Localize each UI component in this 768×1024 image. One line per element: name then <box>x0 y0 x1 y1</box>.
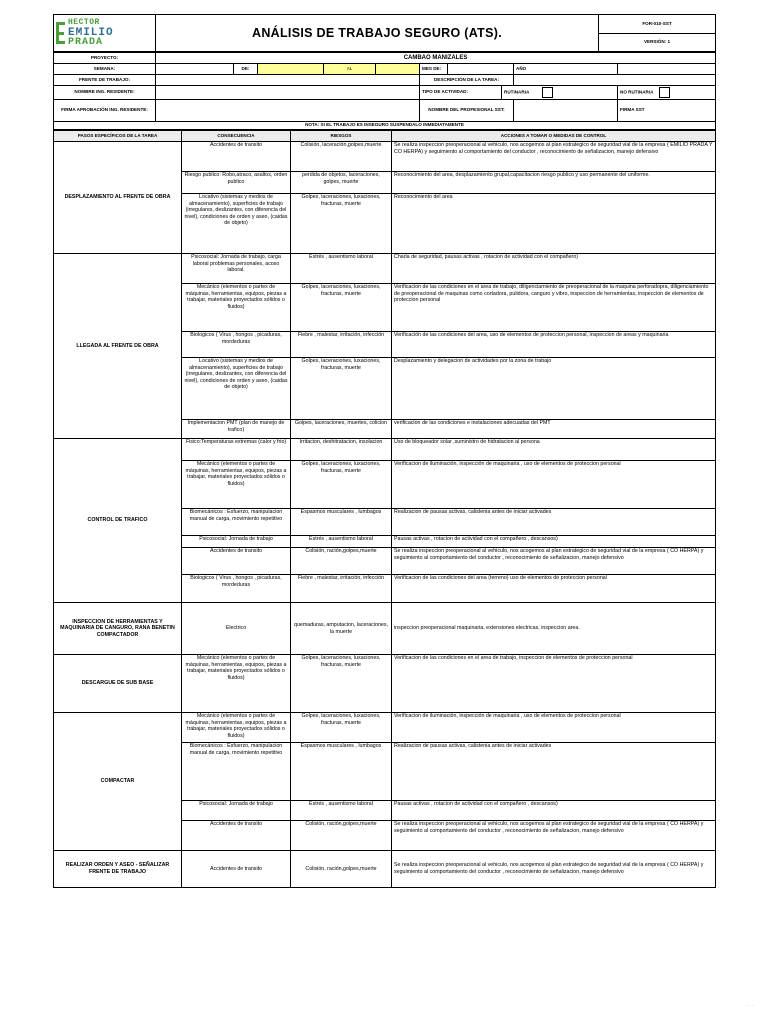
profesional-field[interactable] <box>514 100 618 122</box>
residente-field[interactable] <box>156 86 420 100</box>
proyecto-value[interactable]: CAMBAO MANIZALES <box>156 53 716 64</box>
document-version: VERSIÓN: 1 <box>599 34 716 52</box>
riesgos-cell: perdida de objetos, laceraciones, golpes, muerte <box>291 172 392 194</box>
al-label: AL <box>324 64 376 75</box>
no-rutinaria-label <box>618 86 716 100</box>
logo-line-2: EMILIO <box>68 27 114 39</box>
consecuencia-cell: Psicosocial: Jornada de trabajo <box>182 536 291 548</box>
document-title: ANÁLISIS DE TRABAJO SEGURO (ATS). <box>156 15 599 52</box>
table-row <box>54 851 716 888</box>
consecuencia-cell: Biomecánicos : Esfuerzo, manipulacion manual de carga, movimiento repetitivo <box>182 743 291 801</box>
riesgos-cell: Estrés , ausentismo laboral <box>291 801 392 821</box>
acciones-cell: Realizacion de pausas activas, calistenia antes de iniciar activades <box>392 743 716 801</box>
acciones-cell: Verificacion de iluminación, inspección de maquinaria , uso de elementos de proteccion personal <box>392 461 716 509</box>
no-rutinaria-text: NO RUTINARIA <box>620 89 654 95</box>
task-step: LLEGADA AL FRENTE DE OBRA <box>54 254 182 439</box>
task-step: CONTROL DE TRAFICO <box>54 439 182 603</box>
consecuencia-cell: Locativo (sistemas y medios de almacenamiento), superficies de trabajo (irregulares, deslizantes, con diferencia del nivel), condiciones de orden y aseo, (caidas de objeto) <box>182 358 291 420</box>
acciones-cell: Realizacion de pausas activas, calistenia antes de iniciar activades <box>392 509 716 536</box>
acciones-cell: Reconocimiento del area <box>392 194 716 254</box>
consecuencia-cell: Biologicos ( Virus , hongos , picaduras, mordeduras <box>182 575 291 603</box>
acciones-cell: Verificacion de las condiciones del area (terreno) uso de elementos de proteccion personal <box>392 575 716 603</box>
proyecto-label: PROYECTO: <box>54 53 156 64</box>
logo-mark-icon <box>56 20 66 46</box>
consecuencia-cell: Psicosocial: Jornada de trabajo, carga laboral problemas personales, acoso laboral. <box>182 254 291 284</box>
acciones-cell: Verificacion de iluminación, inspección de maquinaria , uso de elementos de proteccion personal <box>392 713 716 743</box>
consecuencia-cell: Implementacion PMT (plan de manejo de trafico) <box>182 420 291 439</box>
al-field[interactable] <box>376 64 420 75</box>
col-header-acciones: ACCIONES A TOMAR O MEDIDAS DE CONTROL <box>392 131 716 142</box>
descripcion-label: DESCRIPCIÓN DE LA TAREA: <box>420 75 514 86</box>
consecuencia-cell: Accidentes de transito <box>182 851 291 888</box>
table-row <box>54 655 716 713</box>
acciones-cell: Verificación de las condiciones del area, uso de elementos de proteccion personal, inspeccion de areas y maquinaria <box>392 332 716 358</box>
acciones-cell: verificacion de las condiciones e instalaciones adecuadas del PMT <box>392 420 716 439</box>
table-row <box>54 254 716 284</box>
riesgos-cell: Irritacion, deshitratacion, insolacion <box>291 439 392 461</box>
logo-line-3: PRADA <box>68 37 104 48</box>
riesgos-cell: Estrés , ausentismo laboral <box>291 254 392 284</box>
table-row <box>54 142 716 172</box>
frente-label: FRENTE DE TRABAJO: <box>54 75 156 86</box>
riesgos-cell: Espasmos musculares , lumbagos <box>291 509 392 536</box>
ano-label: AÑO <box>514 64 618 75</box>
acciones-cell: inspeccion preoperacional maquinaria, extensiones electricas, inspeccion area. <box>392 603 716 655</box>
ats-table <box>53 130 716 888</box>
riesgos-cell: Espasmos musculares , lumbagos <box>291 743 392 801</box>
task-step: COMPACTAR <box>54 713 182 851</box>
consecuencia-cell: Riesgo publico: Robo,atraco, asaltos, orden publico <box>182 172 291 194</box>
consecuencia-cell: Accidentes de transito <box>182 142 291 172</box>
task-step: DESPLAZAMIENTO AL FRENTE DE OBRA <box>54 142 182 254</box>
riesgos-cell: Estrés , ausentismo laboral <box>291 536 392 548</box>
acciones-cell: Charla de seguridad, pausas activas , rotacion de actividad con el compañero) <box>392 254 716 284</box>
de-label: DE: <box>234 64 258 75</box>
mes-de-label: MES DE: <box>420 64 448 75</box>
task-step: REALIZAR ORDEN Y ASEO - SEÑALIZAR FRENTE DE TRABAJO <box>54 851 182 888</box>
mes-field[interactable] <box>448 64 514 75</box>
ano-field[interactable] <box>618 64 716 75</box>
header-table <box>53 14 716 52</box>
semana-label: SEMANA: <box>54 64 156 75</box>
consecuencia-cell: Mecánico (elementos o partes de máquinas, herramientas, equipos, piezas a trabajar, materiales proyectados sólidos o fluidos) <box>182 461 291 509</box>
acciones-cell: Se realiza inspeccion preoperacional al vehiculo, nos acogemos al plan estrategico de seguridad vial de la empresa ( EMILIO PRADA Y CO HERPA) y seguimiento al comportamiento del conductor , reconocimiento de señalizacion, manejo defensivo <box>392 142 716 172</box>
consecuencia-cell: Accidentes de transito <box>182 548 291 575</box>
acciones-cell: Pausas activas , rotacion de actividad con el compañero , descansos) <box>392 536 716 548</box>
col-header-pasos: PASOS ESPECÍFICOS DE LA TAREA <box>54 131 182 142</box>
consecuencia-cell: Electrico <box>182 603 291 655</box>
consecuencia-cell: Biomecánicos : Esfuerzo, manipulacion manual de carga, movimiento repetitivo <box>182 509 291 536</box>
task-step: INSPECCION DE HERRAMIENTAS Y MAQUINARIA DE CANGURO, RANA BENETIN COMPACTADOR <box>54 603 182 655</box>
ats-sheet <box>53 14 715 888</box>
acciones-cell: Desplazamiento y delegacion de actividades por la zona de trabajo <box>392 358 716 420</box>
riesgos-cell: Colisión, ración,golpes,muerte <box>291 851 392 888</box>
col-header-riesgos: RIESGOS <box>291 131 392 142</box>
rutinaria-label <box>502 86 618 100</box>
acciones-cell: Verificacion de las condiciones en el area de trabajo, inspeccion de elementos de proteccion personal <box>392 655 716 713</box>
company-logo <box>54 15 156 52</box>
profesional-label: NOMBRE DEL PROFESIONAL SST: <box>420 100 514 122</box>
rutinaria-checkbox[interactable] <box>542 87 553 98</box>
acciones-cell: Uso de bloqueador solar ,suministro de hidratacion al persona <box>392 439 716 461</box>
firma-residente-field[interactable] <box>156 100 420 122</box>
consecuencia-cell: Accidentes de transito <box>182 821 291 851</box>
riesgos-cell: Golpes, laceraciones, luxaciones, fracturas, muerte <box>291 284 392 332</box>
riesgos-cell: Fiebre , malestar, irritación, infección <box>291 575 392 603</box>
semana-field[interactable] <box>156 64 234 75</box>
form-info-table <box>53 52 716 130</box>
no-rutinaria-checkbox[interactable] <box>659 87 670 98</box>
table-row <box>54 713 716 743</box>
logo-line-1: HECTOR <box>68 18 100 27</box>
acciones-cell: Se realiza inspeccion preoperacional al vehiculo, nos acogemos al plan estrategico de seguridad vial de la empresa ( CO HERPA) y seguimiento al comportamiento del conductor , reconocimiento de señalizacion, manejo defensivo <box>392 821 716 851</box>
riesgos-cell: Golpes, laceraciones, luxaciones, fracturas, muerte <box>291 358 392 420</box>
riesgos-cell: Golpes, laceraciones, luxaciones, fracturas, muerte <box>291 713 392 743</box>
nota-inseguro: NOTA: SI EL TRABAJO ES INSEGURO SUSPENDALO INMEDIATAMENTE <box>54 122 716 130</box>
tipo-label: TIPO DE ACTIVIDAD: <box>420 86 502 100</box>
riesgos-cell: Golpes, laceraciones, muertes, colicion <box>291 420 392 439</box>
table-row <box>54 439 716 461</box>
de-field[interactable] <box>258 64 324 75</box>
riesgos-cell: Fiebre , malestar, irritación, infección <box>291 332 392 358</box>
riesgos-cell: Golpes, laceraciones, luxaciones, fracturas, muerte <box>291 461 392 509</box>
acciones-cell: Reconocimiento del area, desplazamiento grupal,capacitacion riesgo publico y uso permanente del uniforme. <box>392 172 716 194</box>
consecuencia-cell: Mecánico (elementos o partes de máquinas, herramientas, equipos, piezas a trabajar, materiales proyectados sólidos o fluidos) <box>182 713 291 743</box>
acciones-cell: Se realiza inspeccion preoperacional al vehiculo, nos acogemos al plan estrategico de seguridad vial de la empresa ( CO HERPA) y seguimiento al comportamiento del conductor , reconocimiento de señalizacion, manejo defensivo <box>392 548 716 575</box>
riesgos-cell: Colisión, ración,golpes,muerte <box>291 548 392 575</box>
residente-label: NOMBRE ING. RESIDENTE: <box>54 86 156 100</box>
descripcion-field[interactable] <box>514 75 716 86</box>
firma-residente-label: FIRMA APROBACIÓN ING. RESIDENTE: <box>54 100 156 122</box>
riesgos-cell: quemaduras, amputacion, laceraciones, la muerte <box>291 603 392 655</box>
document-code: FOR-010-SST <box>599 15 716 34</box>
task-step: DESCARGUE DE SUB BASE <box>54 655 182 713</box>
acciones-cell: Pausas activas , rotacion de actividad con el compañero , descansos) <box>392 801 716 821</box>
riesgos-cell: Colisión, laceración,golpes,muerte <box>291 142 392 172</box>
riesgos-cell: Golpes, laceraciones, luxaciones, fracturas, muerte <box>291 194 392 254</box>
frente-field[interactable] <box>156 75 420 86</box>
consecuencia-cell: Biologicos ( Virus , hongos , picaduras, mordeduras <box>182 332 291 358</box>
page-footer-mark: ··· <box>746 1003 754 1009</box>
consecuencia-cell: Mecánico (elementos o partes de máquinas, herramientas, equipos, piezas a trabajar, materiales proyectados sólidos o fluidos) <box>182 655 291 713</box>
riesgos-cell: Colisión, ración,golpes,muerte <box>291 821 392 851</box>
consecuencia-cell: Fisico:Temperaturas extremas (calor y frio) <box>182 439 291 461</box>
consecuencia-cell: Psicosocial: Jornada de trabajo <box>182 801 291 821</box>
riesgos-cell: Golpes, laceraciones, luxaciones, fracturas, muerte <box>291 655 392 713</box>
acciones-cell: Se realiza inspeccion preoperacional al vehiculo, nos acogemos al plan estrategico de seguridad vial de la empresa ( CO HERPA) y seguimiento al comportamiento del conductor , reconocimiento de señalizacion, manejo defensivo <box>392 851 716 888</box>
col-header-consecuencia: CONSECUENCIA <box>182 131 291 142</box>
table-row <box>54 603 716 655</box>
consecuencia-cell: Mecánico (elementos o partes de máquinas, herramientas, equipos, piezas a trabajar, materiales proyectados sólidos o fluidos) <box>182 284 291 332</box>
firma-sst-label: FIRMA SST <box>618 100 716 122</box>
consecuencia-cell: Locativo (sistemas y medios de almacenamiento), superficies de trabajo (irregulares, deslizantes, con diferencia del nivel), condiciones de orden y aseo, (caidas de objeto) <box>182 194 291 254</box>
acciones-cell: Verificacion de las condiciones en el area de trabajo, diligenciamiento de preoperacional de la maquina perforadopra, diligenciamiento de preoperacional de maquinas como cortadora, pulidora, canguro y vibro, inspeccion de herramientas, inspeccion de elementos de proteccion personal <box>392 284 716 332</box>
rutinaria-text: RUTINARIA <box>504 89 530 95</box>
